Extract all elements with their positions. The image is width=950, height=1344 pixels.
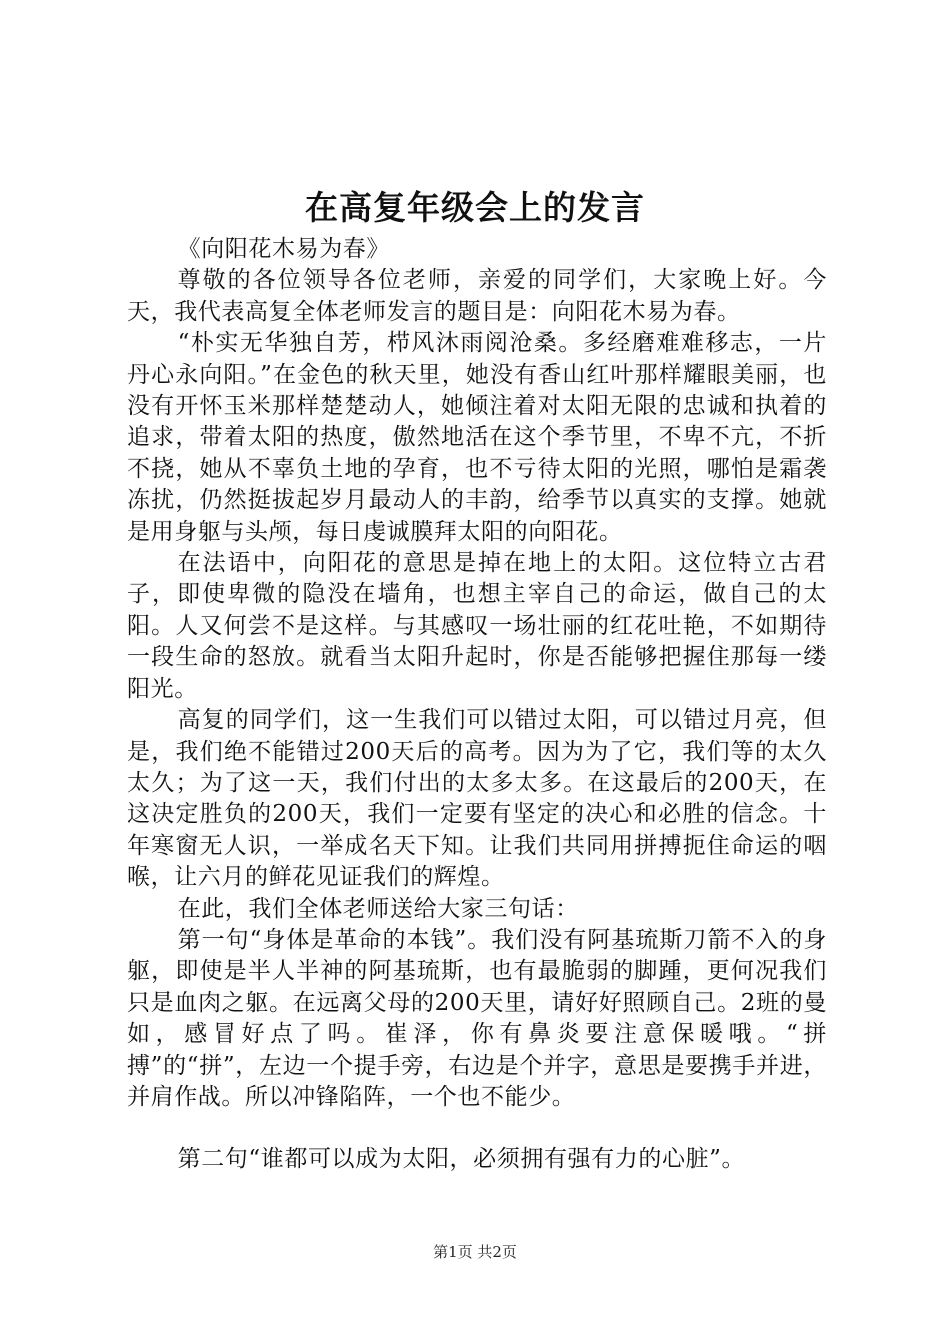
body-paragraph: 高复的同学们，这一生我们可以错过太阳，可以错过月亮，但是，我们绝不能错过200天后的高考。因为为了它，我们等的太久太久；为了这一天，我们付出的太多太多。在这最后的200天，在这决定胜负的200天，我们一定要有坚定的决心和必胜的信念。十年寒窗无人识，一举成名天下知。让我们共同用拼搏扼住命运的咽喉，让六月的鲜花见证我们的辉煌。 (127, 707, 827, 891)
body-paragraph: 第一句“身体是革命的本钱”。我们没有阿基琉斯刀箭不入的身躯，即使是半人半神的阿基琉斯，也有最脆弱的脚踵，更何况我们只是血肉之躯。在远离父母的200天里，请好好照顾自己。2班的曼如，感冒好点了吗。崔泽，你有鼻炎要注意保暖哦。“拼搏”的“拼”，左边一个提手旁，右边是个并字，意思是要携手并进，并肩作战。所以冲锋陷阵，一个也不能少。 (127, 926, 827, 1110)
document-body (127, 234, 827, 1176)
page-footer: 第1页 共2页 (433, 1243, 517, 1261)
body-paragraph: “朴实无华独自芳，栉风沐雨阅沧桑。多经磨难难移志，一片丹心永向阳。”在金色的秋天里，她没有香山红叶那样耀眼美丽，也没有开怀玉米那样楚楚动人，她倾注着对太阳无限的忠诚和执着的追求，带着太阳的热度，傲然地活在这个季节里，不卑不亢，不折不挠，她从不辜负土地的孕育，也不亏待太阳的光照，哪怕是霜袭冻扰，仍然挺拔起岁月最动人的丰韵，给季节以真实的支撑。她就是用身躯与头颅，每日虔诚膜拜太阳的向阳花。 (127, 330, 827, 545)
document-title: 在高复年级会上的发言 (305, 188, 645, 227)
subtitle-paragraph: 《向阳花木易为春》 (177, 236, 390, 262)
body-paragraph: 尊敬的各位领导各位老师，亲爱的同学们，大家晚上好。今天，我代表高复全体老师发言的题目是：向阳花木易为春。 (127, 267, 827, 325)
body-paragraph: 第二句“谁都可以成为太阳，必须拥有强有力的心脏”。 (177, 1146, 746, 1173)
body-paragraph: 在法语中，向阳花的意思是掉在地上的太阳。这位特立古君子，即使卑微的隐没在墙角，也想主宰自己的命运，做自己的太阳。人又何尝不是这样。与其感叹一场壮丽的红花吐艳，不如期待一段生命的怒放。就看当太阳升起时，你是否能够把握住那每一缕阳光。 (127, 550, 827, 702)
body-paragraph: 在此，我们全体老师送给大家三句话： (177, 895, 579, 922)
